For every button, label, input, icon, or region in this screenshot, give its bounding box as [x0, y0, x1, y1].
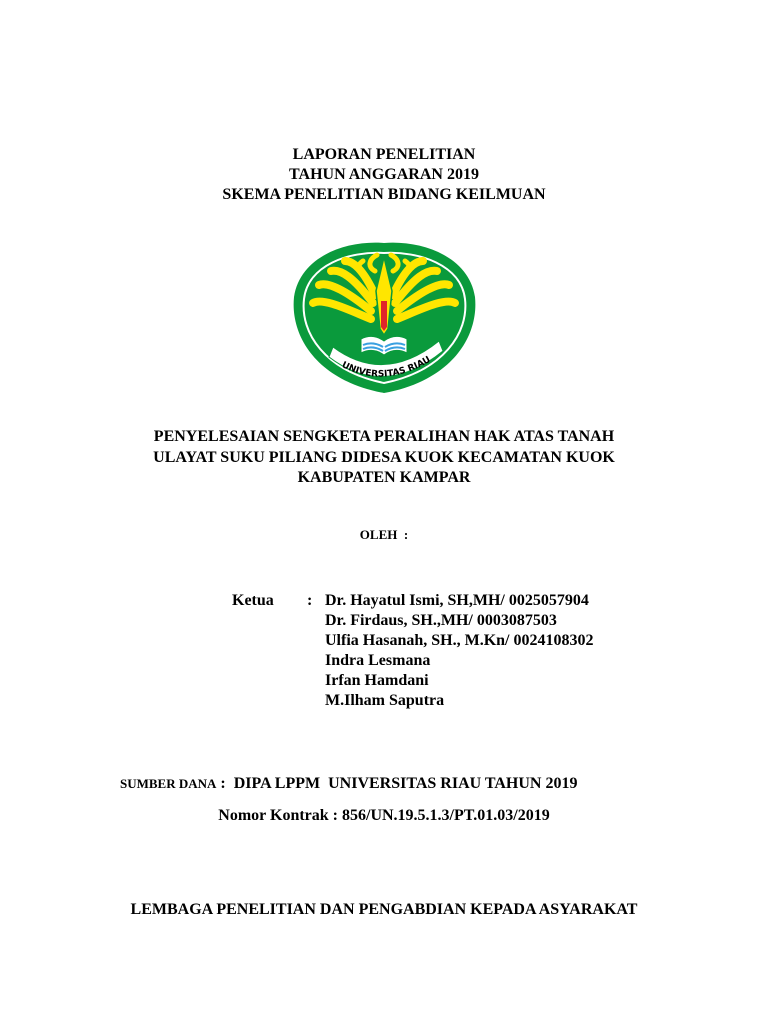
- contract-number: Nomor Kontrak : 856/UN.19.5.1.3/PT.01.03/2019: [218, 807, 550, 824]
- team-member: Ulfia Hasanah, SH., M.Kn/ 0024108302: [325, 632, 594, 650]
- logo-svg: [291, 241, 478, 395]
- team-member: M.Ilham Saputra: [325, 692, 445, 710]
- funding-source: [120, 775, 577, 793]
- header-line-1: LAPORAN PENELITIAN: [292, 146, 476, 163]
- institution-name: LEMBAGA PENELITIAN DAN PENGABDIAN KEPADA ASYARAKAT: [130, 901, 638, 918]
- funding-separator: :: [216, 775, 234, 792]
- team-member: Indra Lesmana: [325, 652, 431, 670]
- team-member: Dr. Hayatul Ismi, SH,MH/ 0025057904: [325, 592, 589, 609]
- header-line-2: TAHUN ANGGARAN 2019: [289, 166, 479, 183]
- oleh-label: OLEH :: [359, 527, 409, 542]
- funding-value: DIPA LPPM UNIVERSITAS RIAU TAHUN 2019: [233, 775, 578, 792]
- header-line-3: SKEMA PENELITIAN BIDANG KEILMUAN: [222, 186, 546, 203]
- team-member: Dr. Firdaus, SH.,MH/ 0003087503: [325, 612, 557, 630]
- team-member-list: [325, 591, 593, 712]
- team-member: Irfan Hamdani: [325, 672, 429, 690]
- team-colon: :: [307, 592, 313, 609]
- universitas-riau-logo: [291, 241, 478, 395]
- title-line-1: PENYELESAIAN SENGKETA PERALIHAN HAK ATAS TANAH: [153, 428, 615, 445]
- team-leader-label: Ketua: [232, 592, 274, 609]
- logo-text: UNIVERSITAS RIAU: [339, 354, 433, 380]
- title-line-2: ULAYAT SUKU PILIANG DIDESA KUOK KECAMATAN KUOK: [153, 448, 615, 466]
- report-header: [0, 145, 768, 205]
- funding-label: SUMBER DANA: [120, 776, 217, 791]
- title-line-3: KABUPATEN KAMPAR: [297, 469, 471, 486]
- research-title: [0, 427, 768, 489]
